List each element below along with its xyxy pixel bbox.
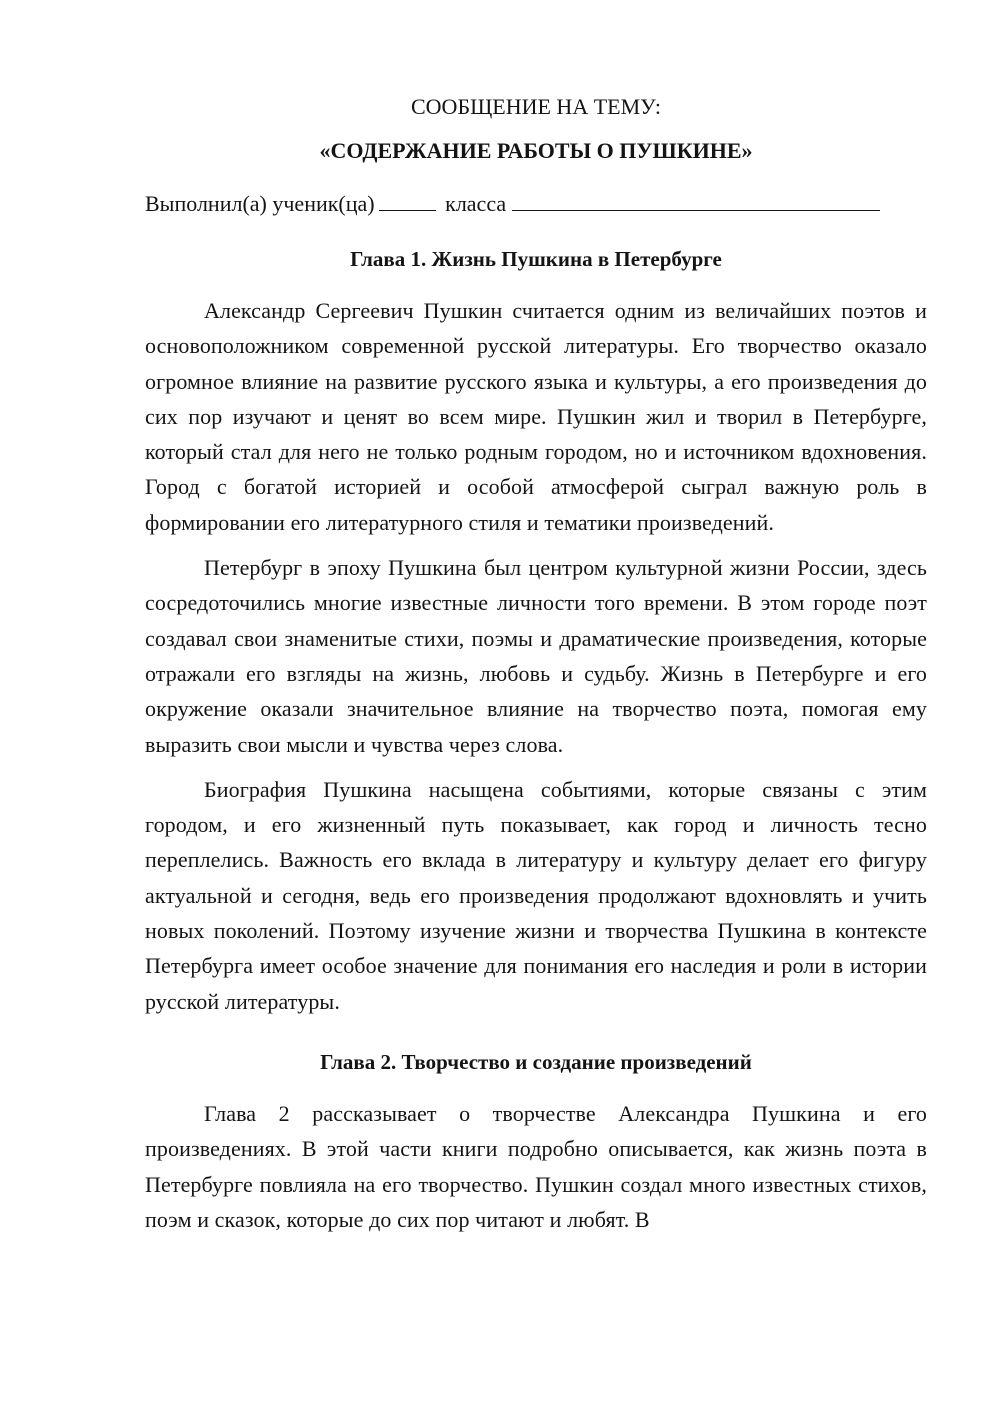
- chapter-2-paragraph-1: Глава 2 рассказывает о творчестве Александра Пушкина и его произведениях. В этой части книги подробно описывается, как жизнь поэта в Петербурге повлияла на его творчество. Пушкин создал много известных стихов, поэм и сказок, которые до сих пор читают и любят. В: [145, 1100, 927, 1232]
- author-prefix: Выполнил(а) ученик(ца): [145, 191, 375, 216]
- chapter-1-paragraph-1: Александр Сергеевич Пушкин считается одним из величайших поэтов и основоположником современной русской литературы. Его творчество оказало огромное влияние на развитие русского языка и культуры, а его произведения до сих пор изучают и ценят во всем мире. Пушкин жил и творил в Петербурге, который стал для него не только родным городом, но и источником вдохновения. Город с богатой историей и особой атмосферой сыграл важную роль в формировании его литературного стиля и тематики произведений.: [145, 298, 927, 535]
- chapter-1-paragraph-2: Петербург в эпоху Пушкина был центром культурной жизни России, здесь сосредоточились многие известные личности того времени. В этом городе поэт создавал свои знаменитые стихи, поэмы и драматические произведения, которые отражали его взгляды на жизнь, любовь и судьбу. Жизнь в Петербурге и его окружение оказали значительное влияние на творчество поэта, помогая ему выразить свои мысли и чувства через слова.: [145, 555, 927, 757]
- chapter-1-heading: Глава 1. Жизнь Пушкина в Петербурге: [350, 247, 722, 271]
- author-line: [145, 189, 927, 219]
- chapter-1-paragraph-3: Биография Пушкина насыщена событиями, которые связаны с этим городом, и его жизненный путь показывает, как город и личность тесно переплелись. Важность его вклада в литературу и культуру делает его фигуру актуальной и сегодня, ведь его произведения продолжают вдохновлять и учить новых поколений. Поэтому изучение жизни и творчества Пушкина в контексте Петербурга имеет особое значение для понимания его наследия и роли в истории русской литературы.: [145, 776, 927, 1014]
- document-title-line-2: «СОДЕРЖАНИЕ РАБОТЫ О ПУШКИНЕ»: [319, 138, 753, 163]
- class-number-blank: [379, 190, 436, 211]
- document-title-line-1: СООБЩЕНИЕ НА ТЕМУ:: [411, 94, 661, 119]
- class-label: класса: [445, 191, 507, 216]
- student-name-blank: [512, 190, 880, 211]
- document-page: [145, 92, 927, 1247]
- chapter-2-heading: Глава 2. Творчество и создание произведений: [320, 1049, 752, 1074]
